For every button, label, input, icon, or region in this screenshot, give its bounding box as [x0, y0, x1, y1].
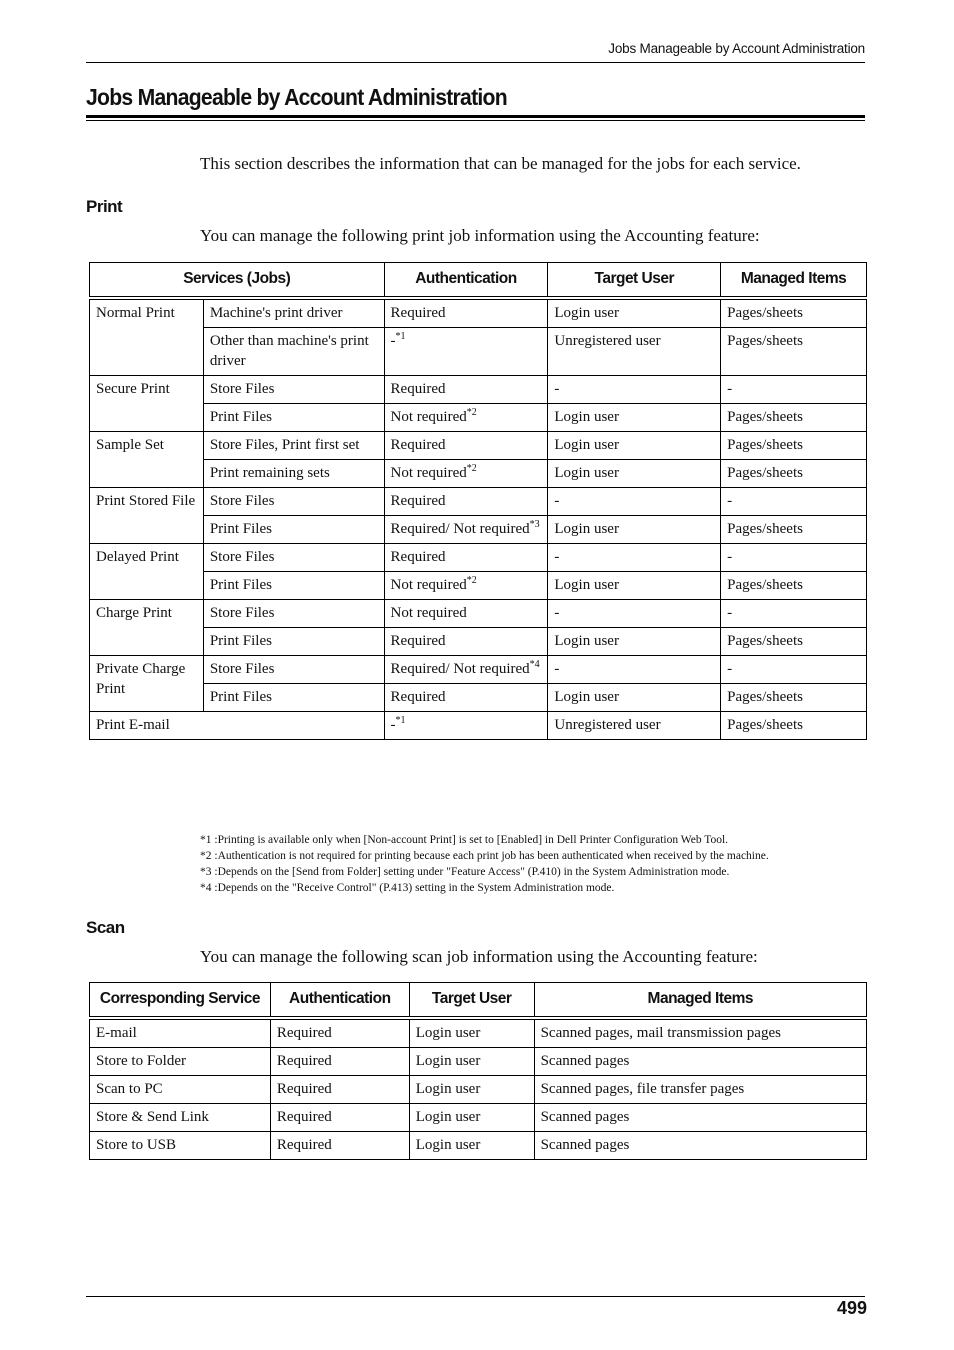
- table-cell: [384, 488, 548, 516]
- cell-text: Scanned pages: [540, 1137, 630, 1153]
- cell-text: Store Files, Print first set: [209, 437, 360, 453]
- cell-text: Required: [390, 437, 446, 453]
- table-cell: [384, 404, 548, 432]
- cell-text: Required: [276, 1109, 332, 1125]
- column-header: Authentication: [384, 263, 548, 299]
- cell-text: Pages/sheets: [727, 689, 803, 705]
- table-row: [90, 544, 867, 572]
- footnote-ref: *2: [466, 575, 477, 586]
- cell-text: Login user: [554, 437, 619, 453]
- cell-text: E-mail: [96, 1025, 137, 1041]
- cell-text: Sample Set: [96, 437, 164, 453]
- table-row: [90, 376, 867, 404]
- table-cell: [384, 712, 548, 740]
- cell-text: -: [727, 493, 733, 509]
- cell-text: Scanned pages: [540, 1109, 630, 1125]
- table-cell: [270, 1132, 409, 1160]
- table-cell: [409, 1048, 534, 1076]
- table-cell: [721, 488, 867, 516]
- table-cell: [548, 460, 721, 488]
- table-cell: [90, 1104, 271, 1132]
- table-cell: [721, 628, 867, 656]
- cell-text: Print Files: [209, 633, 272, 649]
- cell-text: Login user: [415, 1109, 481, 1125]
- footnote-ref: *1: [395, 331, 406, 342]
- cell-text: Print remaining sets: [209, 465, 330, 481]
- column-header: Authentication: [270, 983, 409, 1019]
- table-row: [90, 404, 867, 432]
- table-cell: [90, 1076, 271, 1104]
- table-cell: [548, 404, 721, 432]
- footnote: *3 :Depends on the [Send from Folder] setting under "Feature Access" (P.410) in the System Administration mode.: [200, 866, 730, 878]
- table-cell: [203, 328, 384, 376]
- table-cell: [203, 656, 384, 684]
- cell-text: Required: [276, 1053, 332, 1069]
- cell-text: Scanned pages, file transfer pages: [540, 1081, 745, 1097]
- footnote: *2 :Authentication is not required for printing because each print job has been authenticated when received by the machine.: [200, 850, 769, 862]
- table-cell: [203, 544, 384, 572]
- table-row: [90, 1048, 867, 1076]
- scan-intro: You can manage the following scan job information using the Accounting feature:: [200, 947, 758, 966]
- cell-text: Machine's print driver: [209, 305, 343, 321]
- table-row: [90, 460, 867, 488]
- cell-text: Print Files: [209, 521, 272, 537]
- table-cell: [270, 1076, 409, 1104]
- cell-text: Secure Print: [96, 381, 170, 397]
- cell-text: Required/ Not required: [390, 521, 530, 537]
- table-cell: [548, 432, 721, 460]
- cell-text: Store to Folder: [96, 1053, 186, 1069]
- cell-text: Charge Print: [96, 605, 172, 621]
- table-row: [90, 328, 867, 376]
- title-rule: [86, 115, 865, 121]
- cell-text: Print Stored File: [96, 493, 196, 509]
- column-header: Target User: [548, 263, 721, 299]
- table-cell: [90, 488, 204, 544]
- footnote-ref: *2: [466, 407, 477, 418]
- table-cell: [409, 1076, 534, 1104]
- cell-text: Login user: [415, 1081, 481, 1097]
- cell-text: Store Files: [209, 549, 275, 565]
- cell-text: Required: [390, 493, 446, 509]
- cell-text: Login user: [554, 305, 619, 321]
- cell-text: -: [554, 549, 560, 565]
- table-cell: [90, 544, 204, 600]
- cell-text: Pages/sheets: [727, 437, 803, 453]
- cell-text: -: [727, 381, 733, 397]
- column-header: Services (Jobs): [90, 263, 385, 299]
- table-cell: [534, 1048, 866, 1076]
- table-cell: [90, 376, 204, 432]
- scan-jobs-table: [89, 982, 867, 1160]
- cell-text: Login user: [554, 409, 619, 425]
- column-header: Managed Items: [534, 983, 866, 1019]
- table-cell: [384, 298, 548, 328]
- table-cell: [548, 628, 721, 656]
- table-row: [90, 488, 867, 516]
- table-cell: [384, 572, 548, 600]
- cell-text: -: [727, 661, 733, 677]
- table-cell: [721, 712, 867, 740]
- footnote: *4 :Depends on the "Receive Control" (P.413) setting in the System Administration mode.: [200, 882, 615, 894]
- table-cell: [548, 516, 721, 544]
- table-cell: [721, 572, 867, 600]
- table-cell: [548, 328, 721, 376]
- table-row: [90, 628, 867, 656]
- table-cell: [548, 712, 721, 740]
- footnote-ref: *2: [466, 463, 477, 474]
- cell-text: Pages/sheets: [727, 465, 803, 481]
- cell-text: Login user: [554, 633, 619, 649]
- cell-text: -: [390, 333, 396, 349]
- cell-text: Not required: [390, 577, 467, 593]
- cell-text: Pages/sheets: [727, 409, 803, 425]
- table-row: [90, 298, 867, 328]
- cell-text: Pages/sheets: [727, 717, 803, 733]
- print-intro: You can manage the following print job information using the Accounting feature:: [200, 226, 760, 245]
- cell-text: Store Files: [209, 493, 275, 509]
- table-cell: [203, 376, 384, 404]
- table-cell: [270, 1104, 409, 1132]
- footnote-ref: *3: [529, 519, 540, 530]
- cell-text: Print E-mail: [96, 717, 170, 733]
- cell-text: Print Files: [209, 409, 272, 425]
- table-cell: [90, 656, 204, 712]
- cell-text: Login user: [415, 1137, 481, 1153]
- table-cell: [548, 600, 721, 628]
- table-cell: [90, 1132, 271, 1160]
- cell-text: -: [554, 661, 560, 677]
- cell-text: Login user: [415, 1025, 481, 1041]
- table-cell: [270, 1048, 409, 1076]
- cell-text: -: [554, 605, 560, 621]
- table-cell: [90, 298, 204, 376]
- table-cell: [203, 628, 384, 656]
- cell-text: Other than machine's print driver: [209, 333, 369, 369]
- table-row: [90, 1018, 867, 1048]
- cell-text: Required: [276, 1137, 332, 1153]
- cell-text: Private Charge Print: [96, 661, 186, 697]
- table-cell: [203, 460, 384, 488]
- table-cell: [203, 572, 384, 600]
- cell-text: Print Files: [209, 689, 272, 705]
- table-cell: [203, 684, 384, 712]
- footnote-ref: *4: [529, 659, 540, 670]
- table-cell: [534, 1076, 866, 1104]
- table-cell: [721, 404, 867, 432]
- cell-text: Store Files: [209, 381, 275, 397]
- cell-text: -: [727, 605, 733, 621]
- table-cell: [203, 298, 384, 328]
- cell-text: Required: [390, 381, 446, 397]
- table-cell: [90, 600, 204, 656]
- cell-text: Login user: [554, 465, 619, 481]
- table-cell: [721, 376, 867, 404]
- header-row: [90, 263, 867, 299]
- cell-text: Store to USB: [96, 1137, 177, 1153]
- cell-text: Login user: [554, 521, 619, 537]
- table-cell: [721, 516, 867, 544]
- table-cell: [384, 460, 548, 488]
- cell-text: Login user: [554, 577, 619, 593]
- table-row: [90, 572, 867, 600]
- table-cell: [548, 656, 721, 684]
- cell-text: Not required: [390, 409, 467, 425]
- table-cell: [534, 1132, 866, 1160]
- table-cell: [384, 628, 548, 656]
- header-row: [90, 983, 867, 1019]
- cell-text: -: [554, 381, 560, 397]
- cell-text: Print Files: [209, 577, 272, 593]
- table-cell: [534, 1018, 866, 1048]
- table-cell: [203, 404, 384, 432]
- table-cell: [90, 1018, 271, 1048]
- cell-text: Required: [390, 689, 446, 705]
- print-jobs-table: [89, 262, 867, 740]
- table-cell: [409, 1132, 534, 1160]
- table-cell: [409, 1018, 534, 1048]
- table-row: [90, 1132, 867, 1160]
- cell-text: Scan to PC: [96, 1081, 163, 1097]
- cell-text: Unregistered user: [554, 717, 661, 733]
- table-row: [90, 432, 867, 460]
- table-cell: [203, 516, 384, 544]
- table-cell: [384, 684, 548, 712]
- table-row: [90, 656, 867, 684]
- table-cell: [90, 432, 204, 488]
- cell-text: Delayed Print: [96, 549, 179, 565]
- table-cell: [548, 488, 721, 516]
- running-header: Jobs Manageable by Account Administration: [608, 41, 865, 56]
- column-header: Corresponding Service: [90, 983, 271, 1019]
- table-cell: [548, 572, 721, 600]
- section-intro: This section describes the information that can be managed for the jobs for each service.: [200, 154, 801, 173]
- cell-text: Required: [390, 305, 446, 321]
- table-cell: [721, 544, 867, 572]
- table-cell: [721, 656, 867, 684]
- cell-text: Pages/sheets: [727, 333, 803, 349]
- cell-text: Required/ Not required: [390, 661, 530, 677]
- table-cell: [270, 1018, 409, 1048]
- cell-text: -: [554, 493, 560, 509]
- table-cell: [384, 376, 548, 404]
- cell-text: Required: [276, 1025, 332, 1041]
- table-cell: [384, 432, 548, 460]
- table-cell: [548, 376, 721, 404]
- table-row: [90, 684, 867, 712]
- cell-text: Store & Send Link: [96, 1109, 209, 1125]
- cell-text: Not required: [390, 605, 467, 621]
- footnote: *1 :Printing is available only when [Non-account Print] is set to [Enabled] in Dell Printer Configuration Web Tool.: [200, 834, 729, 846]
- cell-text: Unregistered user: [554, 333, 661, 349]
- table-row: [90, 1076, 867, 1104]
- cell-text: Required: [390, 549, 446, 565]
- cell-text: Scanned pages: [540, 1053, 630, 1069]
- table-cell: [548, 544, 721, 572]
- table-cell: [203, 488, 384, 516]
- cell-text: Pages/sheets: [727, 633, 803, 649]
- page-number: 499: [836, 1298, 867, 1318]
- table-cell: [721, 684, 867, 712]
- cell-text: Not required: [390, 465, 467, 481]
- print-heading: Print: [86, 197, 123, 216]
- table-cell: [409, 1104, 534, 1132]
- column-header: Managed Items: [721, 263, 867, 299]
- table-cell: [721, 432, 867, 460]
- table-cell: [384, 656, 548, 684]
- table-cell: [721, 460, 867, 488]
- footer-divider: [86, 1296, 865, 1297]
- table-cell: [203, 600, 384, 628]
- cell-text: Login user: [415, 1053, 481, 1069]
- table-cell: [721, 600, 867, 628]
- footnote-ref: *1: [395, 715, 406, 726]
- header-divider: [86, 62, 865, 63]
- cell-text: Store Files: [209, 661, 275, 677]
- cell-text: Pages/sheets: [727, 305, 803, 321]
- cell-text: Pages/sheets: [727, 577, 803, 593]
- table-cell: [548, 298, 721, 328]
- table-cell: [721, 328, 867, 376]
- table-row: [90, 600, 867, 628]
- scan-heading: Scan: [86, 918, 125, 937]
- table-cell: [721, 298, 867, 328]
- column-header: Target User: [409, 983, 534, 1019]
- cell-text: Required: [390, 633, 446, 649]
- print-footnotes: [200, 832, 769, 896]
- table-cell: [534, 1104, 866, 1132]
- table-row: [90, 1104, 867, 1132]
- cell-text: Pages/sheets: [727, 521, 803, 537]
- cell-text: Login user: [554, 689, 619, 705]
- table-row: [90, 516, 867, 544]
- cell-text: Scanned pages, mail transmission pages: [540, 1025, 781, 1041]
- table-cell: [548, 684, 721, 712]
- cell-text: Required: [276, 1081, 332, 1097]
- cell-text: Normal Print: [96, 305, 175, 321]
- cell-text: -: [727, 549, 733, 565]
- cell-text: Store Files: [209, 605, 275, 621]
- table-row: [90, 712, 867, 740]
- cell-text: -: [390, 717, 396, 733]
- page-title: Jobs Manageable by Account Administration: [86, 84, 507, 110]
- table-cell: [384, 516, 548, 544]
- table-cell: [203, 432, 384, 460]
- table-cell: [384, 600, 548, 628]
- table-cell: [384, 328, 548, 376]
- table-cell: [384, 544, 548, 572]
- table-cell: [90, 1048, 271, 1076]
- table-cell: [90, 712, 385, 740]
